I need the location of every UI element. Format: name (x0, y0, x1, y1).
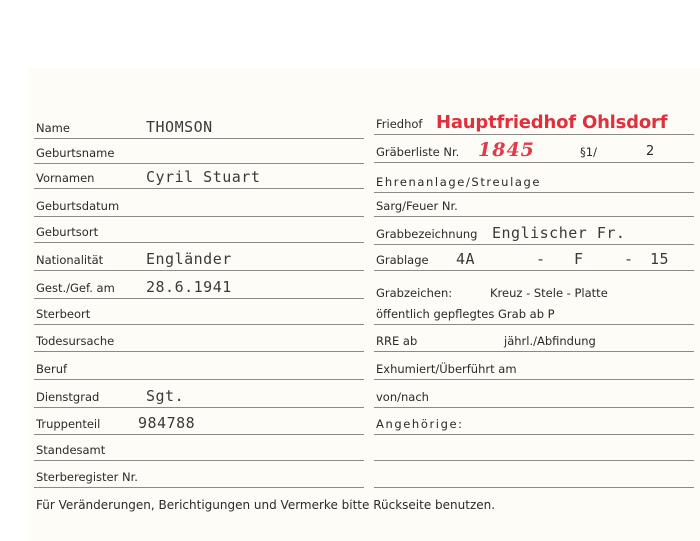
grave-pos-num: 15 (650, 250, 670, 268)
row-birthdate (34, 192, 364, 217)
grave-pos-sep2: - (624, 250, 634, 268)
exhumed-label: Exhumiert/Überführt am (376, 362, 517, 376)
row-birthname (34, 139, 364, 164)
row-rank (34, 383, 364, 408)
profession-label: Beruf (36, 362, 68, 376)
coffin-label: Sarg/Feuer Nr. (376, 199, 458, 213)
grave-pos-field: 4A (456, 250, 476, 268)
fell-date-value: 28.6.1941 (146, 278, 232, 296)
row-name (34, 114, 364, 139)
name-label: Name (36, 121, 70, 135)
row-relatives (374, 410, 694, 435)
nationality-label: Nationalität (36, 253, 104, 267)
birthname-label: Geburtsname (36, 146, 115, 160)
row-cemetery (374, 108, 694, 135)
row-exhumed (374, 355, 694, 380)
annual-label: jährl./Abfindung (504, 334, 596, 348)
footer-note: Für Veränderungen, Berichtigungen und Vermerke bitte Rückseite benutzen. (36, 498, 496, 512)
marker-label: Grabzeichen: (376, 286, 453, 300)
fell-date-label: Gest./Gef. am (36, 281, 115, 295)
nationality-value: Engländer (146, 250, 232, 268)
gravelist-number: 1845 (478, 139, 535, 161)
birthplace-label: Geburtsort (36, 225, 99, 239)
row-firstnames (34, 164, 364, 189)
row-fell-date (34, 274, 364, 299)
row-rre (374, 327, 694, 352)
unit-label: Truppenteil (36, 417, 101, 431)
paragraph-value: 2 (646, 144, 655, 159)
paragraph-label: §1/ (580, 145, 597, 159)
birthdate-label: Geburtsdatum (36, 199, 120, 213)
row-deathplace (34, 300, 364, 325)
gravelist-label: Gräberliste Nr. (376, 145, 460, 159)
row-unit (34, 410, 364, 435)
rank-label: Dienstgrad (36, 390, 100, 404)
row-gravelist (374, 136, 694, 163)
marker-options: Kreuz - Stele - Platte (490, 286, 608, 300)
row-coffin (374, 192, 694, 217)
row-birthplace (34, 218, 364, 243)
grave-pos-row: F (574, 250, 584, 268)
cemetery-label: Friedhof (376, 117, 423, 131)
row-grave-desc (374, 220, 694, 245)
row-cause (34, 327, 364, 352)
rre-label: RRE ab (376, 334, 418, 348)
row-honor (374, 168, 694, 193)
name-value: THOMSON (146, 118, 213, 136)
deathplace-label: Sterbeort (36, 307, 91, 321)
firstnames-label: Vornamen (36, 171, 95, 185)
grave-pos-sep1: - (536, 250, 546, 268)
row-death-register (34, 463, 364, 488)
row-maintained (374, 300, 694, 325)
row-blank-2 (374, 463, 694, 488)
row-registry-office (34, 436, 364, 461)
row-from-to (374, 383, 694, 408)
unit-value: 984788 (138, 414, 196, 432)
firstnames-value: Cyril Stuart (146, 168, 261, 186)
grave-desc-label: Grabbezeichnung (376, 227, 478, 241)
row-nationality (34, 246, 364, 271)
death-register-label: Sterberegister Nr. (36, 470, 138, 484)
cemetery-stamp: Hauptfriedhof Ohlsdorf (436, 112, 668, 133)
grave-desc-value: Englischer Fr. (492, 224, 626, 242)
from-to-label: von/nach (376, 390, 429, 404)
relatives-label: Angehörige: (376, 417, 464, 431)
rank-value: Sgt. (146, 387, 185, 405)
grave-pos-label: Grablage (376, 253, 429, 267)
row-blank-1 (374, 436, 694, 461)
maintained-label: öffentlich gepflegtes Grab ab P (376, 307, 555, 321)
row-profession (34, 355, 364, 380)
registry-office-label: Standesamt (36, 443, 106, 457)
row-grave-pos (374, 246, 694, 271)
cause-label: Todesursache (36, 334, 115, 348)
honor-label: Ehrenanlage/Streulage (376, 175, 542, 189)
